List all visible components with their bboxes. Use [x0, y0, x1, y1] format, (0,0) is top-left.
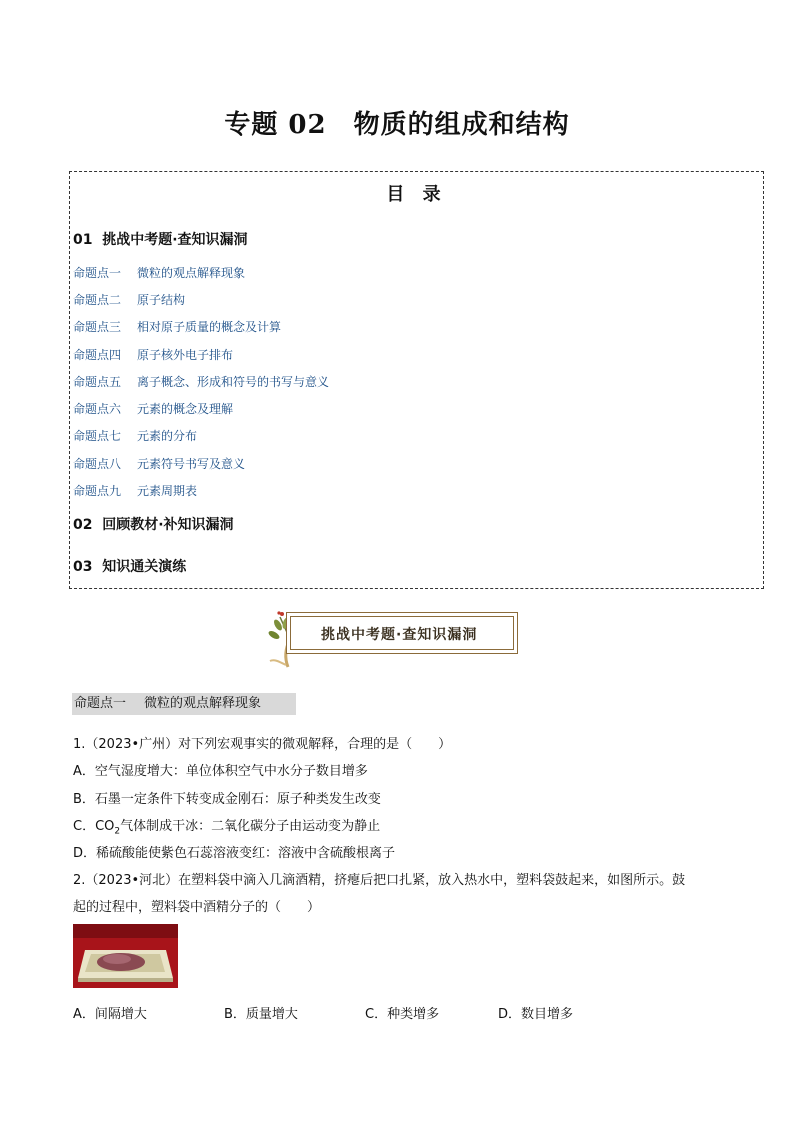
q2-stem-line1: 2.（2023•河北）在塑料袋中滴入几滴酒精，挤瘪后把口扎紧，放入热水中，塑料袋鼓起来，如图所示。鼓	[73, 873, 686, 888]
section-tag: 命题点一 微粒的观点解释现象	[72, 693, 296, 715]
toc-item-9[interactable]: 命题点九 元素周期表	[73, 484, 198, 498]
plastic-bag-tray-image	[73, 924, 178, 988]
toc-item-6[interactable]: 命题点六 元素的概念及理解	[73, 402, 234, 416]
q2-option-a[interactable]: A．间隔增大	[73, 1007, 147, 1022]
q2-stem-line2: 起的过程中，塑料袋中酒精分子的（ ）	[73, 900, 321, 915]
q1-option-b[interactable]: B．石墨一定条件下转变成金刚石：原子种类发生改变	[73, 792, 381, 807]
q1-option-d[interactable]: D．稀硫酸能使紫色石蕊溶液变红：溶液中含硫酸根离子	[73, 846, 396, 861]
q1-option-c[interactable]: C．$CO_2$气体制成干冰：二氧化碳分子由运动变为静止	[73, 819, 381, 837]
toc-item-5[interactable]: 命题点五 离子概念、形成和符号的书写与意义	[73, 375, 330, 389]
q1-option-a[interactable]: A．空气湿度增大：单位体积空气中水分子数目增多	[73, 764, 368, 779]
toc-section-02[interactable]: 02 回顾教材·补知识漏洞	[73, 517, 234, 533]
section-banner	[266, 609, 520, 667]
banner-frame	[286, 612, 518, 654]
q2-option-b[interactable]: B．质量增大	[224, 1007, 298, 1022]
q2-option-d[interactable]: D．数目增多	[498, 1007, 574, 1022]
q2-option-c[interactable]: C．种类增多	[365, 1007, 440, 1022]
page-title: 专题 02 物质的组成和结构	[224, 110, 570, 140]
toc-item-8[interactable]: 命题点八 元素符号书写及意义	[73, 457, 246, 471]
toc-section-01[interactable]: 01 挑战中考题·查知识漏洞	[73, 232, 248, 248]
q1-stem: 1.（2023•广州）对下列宏观事实的微观解释，合理的是（ ）	[73, 737, 452, 752]
toc-item-7[interactable]: 命题点七 元素的分布	[73, 429, 198, 443]
toc-item-3[interactable]: 命题点三 相对原子质量的概念及计算	[73, 320, 282, 334]
toc-item-4[interactable]: 命题点四 原子核外电子排布	[73, 348, 234, 362]
banner-title: 挑战中考题·查知识漏洞	[321, 627, 478, 643]
toc-item-2[interactable]: 命题点二 原子结构	[73, 293, 186, 307]
toc-heading: 目 录	[386, 184, 447, 205]
toc-item-1[interactable]: 命题点一 微粒的观点解释现象	[73, 266, 246, 280]
toc-section-03[interactable]: 03 知识通关演练	[73, 559, 187, 575]
